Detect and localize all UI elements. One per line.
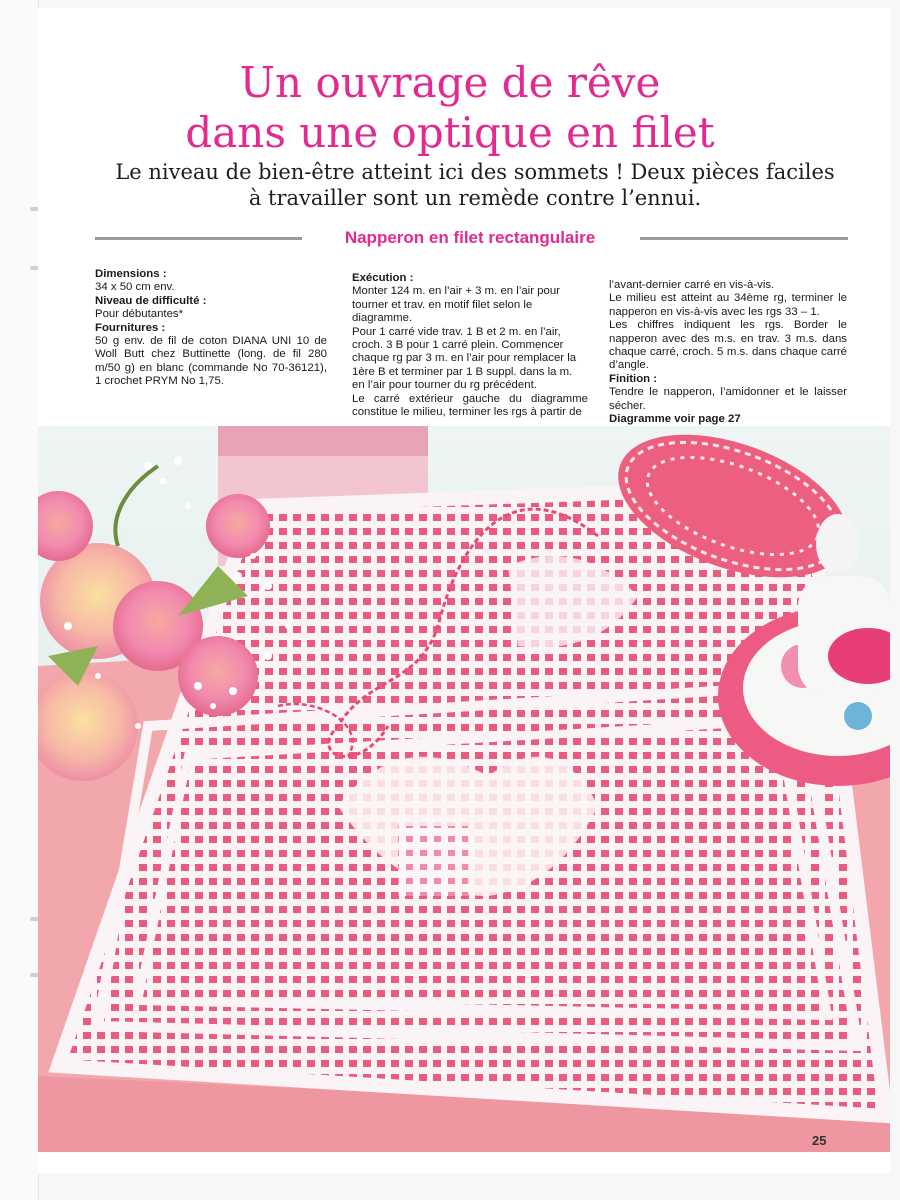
column-finishing — [609, 279, 847, 426]
column-execution — [352, 272, 588, 419]
execution-paragraph-2: Pour 1 carré vide trav. 1 B et 2 m. en l’air, croch. 3 B pour 1 carré plein. Commencer chaque rg par 3 m. en l’air pour remplacer la 1ère B et terminer par 1 B suppl. dans la m. en l’air pour tourner du rg précédent. — [352, 325, 577, 392]
dimensions-label: Dimensions : — [95, 268, 167, 280]
finishing-label: Finition : — [609, 372, 658, 385]
dimensions-value: 34 x 50 cm env. — [95, 281, 175, 294]
page-title-line-2: dans une optique en filet — [185, 108, 715, 157]
finishing-paragraph-1: l’avant-dernier carré en vis-à-vis. — [609, 279, 775, 291]
binding-margin — [0, 0, 39, 1200]
diagram-reference: Diagramme voir page 27 — [609, 413, 741, 426]
execution-paragraph-1: Monter 124 m. en l’air + 3 m. en l’air pour tourner et trav. en motif filet selon le diagramme. — [352, 285, 560, 325]
column-materials — [95, 268, 327, 389]
execution-paragraph-3: Le carré extérieur gauche du diagramme constitue le milieu, terminer les rgs à partir de — [352, 392, 588, 419]
finishing-paragraph-4: Tendre le napperon, l’amidonner et le laisser sécher. — [609, 386, 847, 412]
divider-right — [640, 237, 848, 240]
section-title: Napperon en filet rectangulaire — [344, 228, 596, 247]
divider-left — [95, 237, 302, 240]
finishing-paragraph-3: Les chiffres indiquent les rgs. Border le napperon avec des m.s. en trav. 3 m.s. dans chaque carré, croch. 5 m.s. dans chaque carré d’angle. — [609, 319, 847, 372]
subtitle-line-2: à travailler sont un remède contre l’ennui. — [248, 186, 702, 210]
doily-photo — [38, 426, 890, 1152]
difficulty-value: Pour débutantes* — [95, 308, 184, 321]
difficulty-label: Niveau de difficulté : — [95, 294, 207, 307]
supplies-label: Fournitures : — [95, 321, 166, 334]
execution-label: Exécution : — [352, 272, 414, 284]
page-title-line-1: Un ouvrage de rêve — [239, 58, 661, 107]
supplies-text: 50 g env. de fil de coton DIANA UNI 10 de Woll Butt chez Buttinette (long. de fil 280 m/50 g) en blanc (commande No 70-36121), 1 crochet PRYM No 1,75. — [95, 335, 327, 388]
doily-photo-illustration — [38, 426, 890, 1152]
finishing-paragraph-2: Le milieu est atteint au 34ème rg, terminer le napperon en vis-à-vis avec les rgs 33 – 1. — [609, 292, 847, 318]
subtitle-line-1: Le niveau de bien-être atteint ici des sommets ! Deux pièces faciles — [115, 160, 835, 184]
page-number: 25 — [812, 1133, 827, 1148]
